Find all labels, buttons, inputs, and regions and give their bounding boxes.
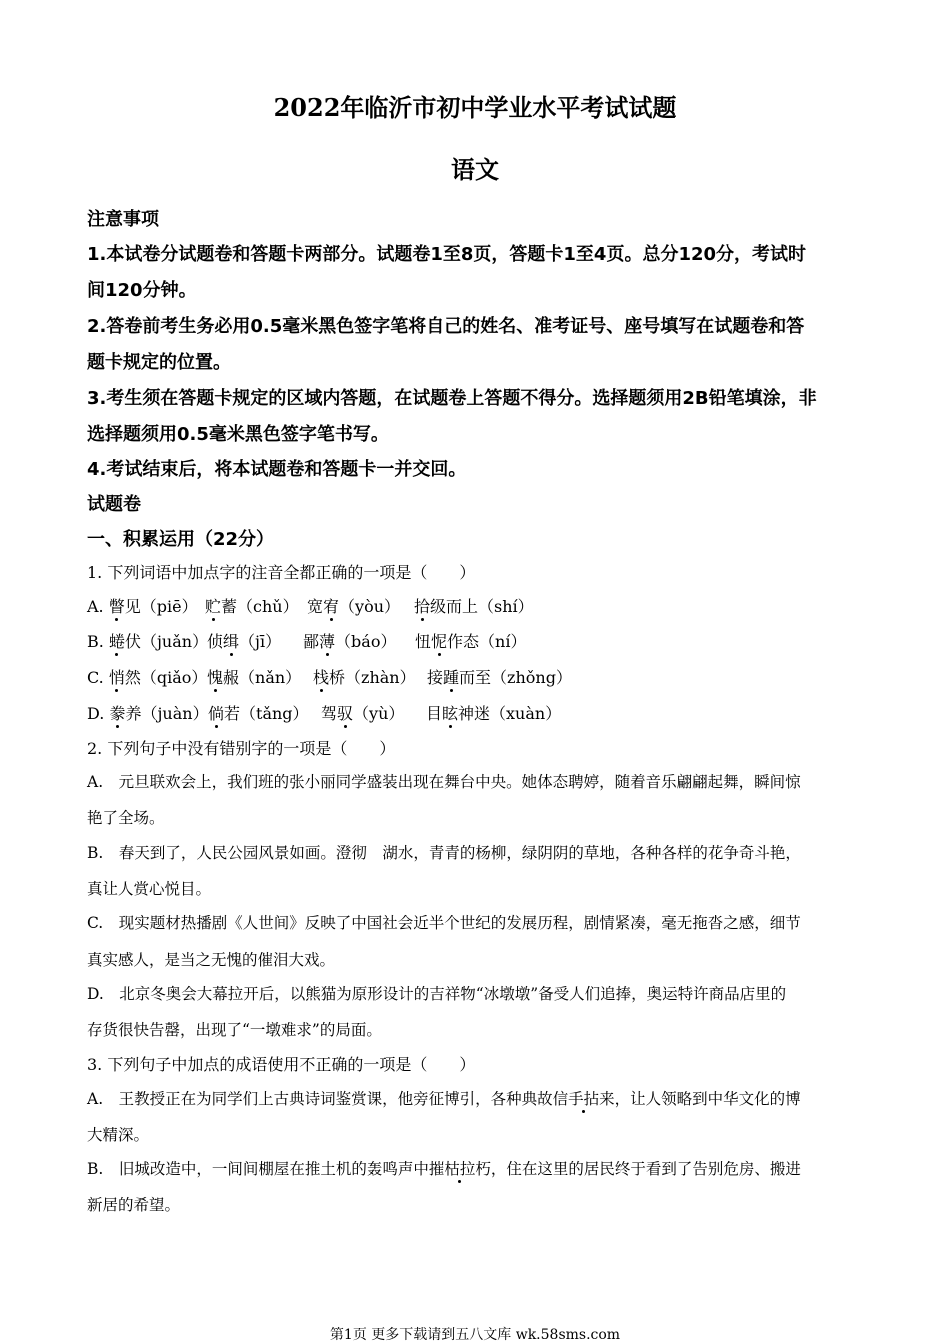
option-item: C. 悄然（qiǎo） <box>87 665 207 688</box>
section-title: 一、积累运用（22分） <box>87 529 275 550</box>
option-item: A. 瞥见（piē） <box>87 594 205 617</box>
question-3-stem: 3. 下列句子中加点的成语使用不正确的一项是（ ） <box>87 1055 476 1074</box>
notice-line: 4.考试结束后，将本试题卷和答题卡一并交回。 <box>87 459 467 480</box>
paper-label: 试题卷 <box>87 494 141 515</box>
option-item: 栈桥（zhàn） <box>313 665 427 688</box>
question-1-stem: 1. 下列词语中加点字的注音全都正确的一项是（ ） <box>87 563 476 582</box>
question-1-option-row <box>87 594 534 617</box>
question-3-line: 新居的希望。 <box>87 1196 181 1214</box>
option-item: D. 豢养（juàn） <box>87 701 208 724</box>
notice-line: 3.考生须在答题卡规定的区域内答题，在试题卷上答题不得分。选择题须用2B铅笔填涂，非 <box>87 388 817 409</box>
dotted-idiom: 信手拈来 <box>553 1087 615 1109</box>
question-1-option-row <box>87 701 561 724</box>
option-item: 驾驭（yù） <box>321 701 426 724</box>
notice-line: 间120分钟。 <box>87 280 197 301</box>
notice-line: 题卡规定的位置。 <box>87 352 231 373</box>
option-item: 目眩神迷（xuàn） <box>426 701 561 724</box>
dotted-idiom: 摧枯拉朽 <box>429 1157 491 1179</box>
option-item: 忸怩作态（ní） <box>415 629 526 652</box>
option-item: 宽宥（yòu） <box>307 594 414 617</box>
page-footer: 第1页 更多下载请到五八文库 wk.58sms.com <box>329 1327 621 1343</box>
question-2-line: B. 春天到了，人民公园风景如画。澄彻 湖水，青青的杨柳，绿阴阴的草地，各种各样的花争奇斗艳， <box>87 844 801 862</box>
option-item: 倘若（tǎng） <box>208 701 321 724</box>
question-1-option-row <box>87 629 526 652</box>
question-3-line: 大精深。 <box>87 1126 150 1144</box>
notice-heading: 注意事项 <box>87 209 159 230</box>
notice-line: 选择题须用0.5毫米黑色签字笔书写。 <box>87 424 389 445</box>
question-3-option-b: B. 旧城改造中，一间间棚屋在推土机的轰鸣声中摧枯拉朽，住在这里的居民终于看到了告别危房、搬进 <box>87 1157 801 1179</box>
option-item: 侦缉（jī） <box>207 629 303 652</box>
question-2-line: 真让人赏心悦目。 <box>87 880 212 898</box>
question-2-line: 存货很快告罄，出现了“一墩难求”的局面。 <box>87 1021 382 1039</box>
question-3-option-a: A. 王教授正在为同学们上古典诗词鉴赏课，他旁征博引，各种典故信手拈来，让人领略到中华文化的博 <box>87 1087 801 1109</box>
option-item: 贮蓄（chǔ） <box>205 594 307 617</box>
question-2-line: C. 现实题材热播剧《人世间》反映了中国社会近半个世纪的发展历程，剧情紧凑，毫无拖沓之感，细节 <box>87 914 801 932</box>
question-2-line: 艳了全场。 <box>87 809 165 827</box>
option-item: 愧赧（nǎn） <box>207 665 313 688</box>
question-2-line: 真实感人，是当之无愧的催泪大戏。 <box>87 951 336 969</box>
exam-title: 2022年临沂市初中学业水平考试试题 <box>273 93 677 122</box>
option-item: 接踵而至（zhǒng） <box>427 665 572 688</box>
notice-line: 2.答卷前考生务必用0.5毫米黑色签字笔将自己的姓名、准考证号、座号填写在试题卷和答 <box>87 316 805 337</box>
question-2-line: D. 北京冬奥会大幕拉开后，以熊猫为原形设计的吉祥物“冰墩墩”备受人们追捧，奥运特许商品店里的 <box>87 985 787 1003</box>
option-item: 鄙薄（báo） <box>303 629 415 652</box>
option-item: B. 蜷伏（juǎn） <box>87 629 207 652</box>
subject-title: 语文 <box>451 155 499 184</box>
option-item: 拾级而上（shí） <box>414 594 534 617</box>
question-2-stem: 2. 下列句子中没有错别字的一项是（ ） <box>87 739 396 758</box>
question-2-line: A. 元旦联欢会上，我们班的张小丽同学盛装出现在舞台中央。她体态聘婷，随着音乐翩翩起舞，瞬间惊 <box>87 773 801 791</box>
question-1-option-row <box>87 665 572 688</box>
notice-line: 1.本试卷分试题卷和答题卡两部分。试题卷1至8页，答题卡1至4页。总分120分，考试时 <box>87 244 807 265</box>
